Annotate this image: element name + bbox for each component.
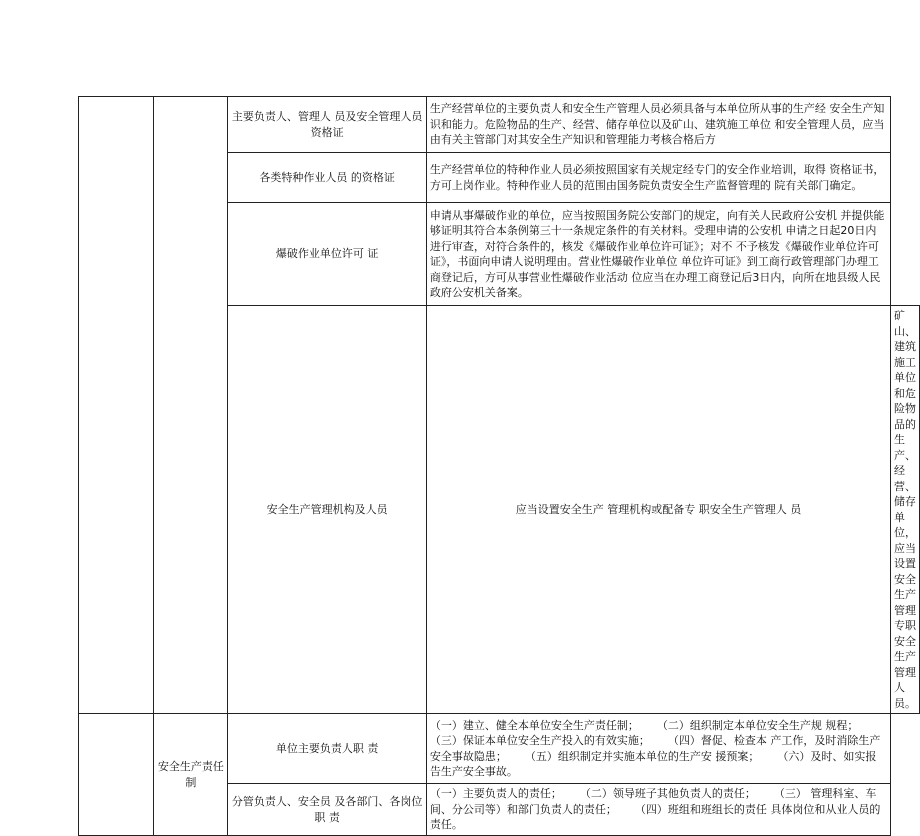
duty-item: （二）组织制定本单位安全生产规 规程； — [656, 718, 859, 732]
duty-item: （二）领导班子其他负责人的责任； — [579, 787, 756, 801]
duty-item: （四）班组和班组长的责任 具体岗位和从业人员的责任。 — [429, 802, 881, 832]
description-cell — [426, 784, 890, 836]
item-cell: 各类特种作业人员 的资格证 — [228, 153, 427, 203]
item-cell: 应当设置安全生产 管理机构或配备专 职安全生产管理人 员 — [426, 306, 890, 714]
blank-left-cell — [79, 714, 154, 836]
description-cell: 矿山、建筑施工单位和危险物品的生产、经营、储存单位，应当设置安全生产管理 专职安全生产管理人员。 — [891, 306, 920, 714]
category-cell: 安全生产责任制 — [154, 714, 228, 836]
duty-item: （一）建立、健全本单位安全生产责任制； — [429, 718, 639, 732]
description-cell — [426, 714, 890, 784]
item-cell: 爆破作业单位许可 证 — [228, 203, 427, 306]
description-cell: 生产经营单位的特种作业人员必须按照国家有关规定经专门的安全作业培训，取得 资格证书，方可上岗作业。特种作业人员的范围由国务院负责安全生产监督管理的 院有关部门确定。 — [426, 153, 890, 203]
category-cell: 安全生产管理机构及人员 — [228, 306, 427, 714]
duty-item: （六）及时、如实报告生产安全事故。 — [429, 749, 877, 778]
description-cell: 申请从事爆破作业的单位，应当按照国务院公安部门的规定，向有关人民政府公安机 并提供能够证明其符合本条例第三十一条规定条件的有关材料。受理申请的公安机 申请之日起20日内进行审查，对符合条件的，核发《爆破作业单位许可证》；对不 不予核发《爆破作业单位许可证》，书面向申请人说明理由。营业性爆破作业单位 单位许可证》到工商行政管理部门办理工商登记后，方可从事营业性爆破作业活动 位应当在办理工商登记后3日内，向所在地县级人民政府公安机关备案。 — [426, 203, 890, 306]
duty-item: （三） 管理科室、车间、分公司等）和部门负责人的责任； — [429, 787, 877, 816]
regulation-table — [78, 96, 920, 836]
table-row — [79, 714, 920, 784]
table-row — [79, 97, 920, 153]
duty-item: （四）督促、检查本 产工作，及时消除生产安全事故隐患； — [429, 734, 881, 763]
duty-item: （一）主要负责人的责任； — [429, 787, 562, 801]
item-cell: 主要负责人、管理人 员及安全管理人员 资格证 — [228, 97, 427, 153]
duty-item: （五）组织制定并实施本单位的生产安 援预案； — [524, 749, 760, 763]
blank-category-cell — [154, 97, 228, 714]
duty-item: （三）保证本单位安全生产投入的有效实施； — [429, 734, 650, 747]
blank-left-cell — [79, 97, 154, 714]
item-cell: 分管负责人、安全员 及各部门、各岗位职 责 — [228, 784, 427, 836]
item-cell: 单位主要负责人职 责 — [228, 714, 427, 784]
description-cell: 生产经营单位的主要负责人和安全生产管理人员必须具备与本单位所从事的生产经 安全生产知识和能力。危险物品的生产、经营、储存单位以及矿山、建筑施工单位 和安全管理人员，应当由有关主管部门对其安全生产知识和管理能力考核合格后方 — [426, 97, 890, 153]
